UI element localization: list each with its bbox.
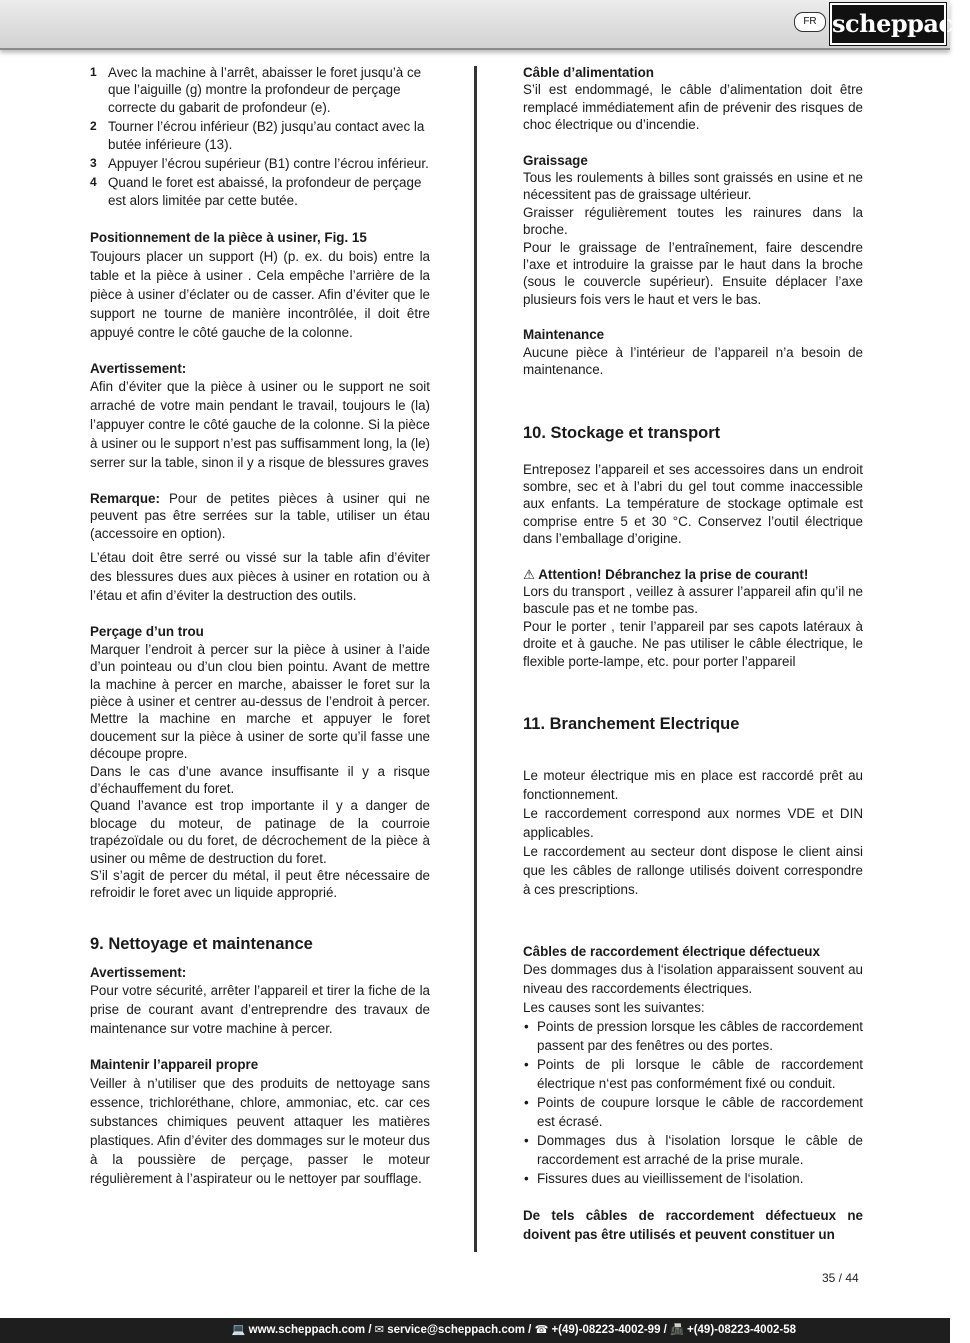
section-11-text-1: Le moteur électrique mis en place est raccordé prêt au fonctionnement. bbox=[523, 767, 863, 802]
section-10-text: Entreposez l’appareil et ses accessoires dans un endroit sombre, sec et à l’abri du gel tout comme inaccessible aux enfants. La température de stockage optimale est comprise entre 5 et 30 °C. Conservez l’outil électrique dans l’emballage d’origine. bbox=[523, 461, 863, 547]
attention-text-1: Lors du transport , veillez à assurer l’appareil afin qu’il ne bascule pas et ne tombe pas. bbox=[523, 583, 863, 617]
list-item bbox=[90, 174, 430, 209]
attention-heading: ⚠ Attention! Débranchez la prise de courant! bbox=[523, 566, 809, 582]
step-text: Quand le foret est abaissé, la profondeur de perçage est alors limitée par cette butée. bbox=[108, 175, 422, 208]
list-item bbox=[90, 118, 430, 153]
maintenance-text: Aucune pièce à l’intérieur de l’appareil n’a besoin de maintenance. bbox=[523, 344, 863, 378]
cleaning-text: Veiller à n’utiliser que des produits de nettoyage sans essence, trichloréthane, chlore, ammoniac, etc. car ces substances chimiques peuvent attaquer les matières plastiques. Afin d’éviter des dommages sur le moteur dus à la poussière de perçage, passer le moteur régulièrement à l’aspirateur ou le nettoyer par soufflage. bbox=[90, 1075, 430, 1186]
step-number: 1 bbox=[90, 65, 97, 79]
final-warning: De tels câbles de raccordement défectueux ne doivent pas être utilisés et peuvent constituer un bbox=[523, 1208, 863, 1243]
depth-steps-list bbox=[90, 64, 430, 209]
vise-text: L’étau doit être serré ou vissé sur la table afin d’éviter des blessures dues aux pièces à usiner en rotation ou à l’étau et afin d’éviter la destruction des outils. bbox=[90, 550, 430, 604]
step-text: Avec la machine à l’arrêt, abaisser le foret jusqu’à ce que l’aiguille (g) montre la profondeur de perçage correcte du gabarit de profondeur (e). bbox=[108, 65, 422, 115]
positioning-heading: Positionnement de la pièce à usiner, Fig. 15 bbox=[90, 230, 367, 246]
grease-heading: Graissage bbox=[523, 152, 588, 168]
phone-icon: ☎ bbox=[534, 1324, 549, 1336]
drilling-text-3: Quand l’avance est trop importante il y a danger de blocage du moteur, de patinage de la courroie trapézoïdale ou du foret, de décrochement de la pièce à usiner ou même de destruction du foret. bbox=[90, 798, 430, 866]
step-number: 3 bbox=[90, 156, 97, 171]
note-paragraph bbox=[90, 490, 430, 542]
list-item: • Dommages dus à l‘isolation lorsque le câble de raccordement est arraché de la prise murale. bbox=[523, 1131, 863, 1169]
list-item: • Points de coupure lorsque le câble de raccordement est écrasé. bbox=[523, 1093, 863, 1131]
footer-separator: / bbox=[524, 1324, 535, 1336]
list-item bbox=[90, 64, 430, 116]
drilling-text-1: Marquer l’endroit à percer sur la pièce à usiner à l’aide d’un pointeau ou d’un clou bien pointu. Avant de mettre la machine à percer en marche, abaisser le foret sur la pièce à usiner et centrer au-dessus de l’endroit à percer. Mettre la machine en marche et appuyer le foret doucement sur la pièce à usiner de sorte qu’il fasse une découpe propre. bbox=[90, 641, 430, 762]
email-link[interactable]: service@scheppach.com bbox=[387, 1324, 525, 1336]
website-link[interactable]: www.scheppach.com bbox=[248, 1324, 366, 1336]
section-11-text-2: Le raccordement correspond aux normes VDE et DIN applicables. bbox=[523, 805, 863, 840]
section-10-title: 10. Stockage et transport bbox=[523, 423, 721, 442]
language-badge: FR bbox=[794, 12, 826, 32]
maintenance-heading: Maintenance bbox=[523, 327, 605, 343]
attention-text-2: Pour le porter , tenir l’appareil par ses capots latéraux à droite et à gauche. Ne pas utiliser le câble électrique, le flexible porte-lampe, etc. pour porter l’appareil bbox=[523, 618, 863, 669]
grease-text-1: Tous les roulements à billes sont graissés en usine et ne nécessitent pas de graissage ultérieur. bbox=[523, 170, 863, 203]
step-number: 2 bbox=[90, 119, 97, 134]
page-header bbox=[0, 0, 970, 50]
page-footer bbox=[0, 1318, 950, 1343]
section-9-warning-heading: Avertissement: bbox=[90, 964, 187, 980]
cable-heading: Câble d’alimentation bbox=[523, 65, 654, 80]
left-column bbox=[90, 64, 430, 1188]
grease-text-3: Pour le graissage de l’entraînement, faire descendre l’axe et introduire la graisse par le haut dans la broche (sous le couvercle supérieur). Ensuite déplacer l’axe plusieurs fois vers le haut et vers le bas. bbox=[523, 239, 863, 307]
positioning-text: Toujours placer un support (H) (p. ex. du bois) entre la table et la pièce à usiner . Cela empêche l’arrière de la pièce à usiner d’éclater ou de casser. Afin d’éviter que le support ne tourne de manière incontrôlée, il doit être appuyé contre le côté gauche de la colonne. bbox=[90, 248, 430, 340]
causes-list bbox=[523, 1017, 863, 1188]
step-text: Tourner l’écrou inférieur (B2) jusqu’au contact avec la butée inférieure (13). bbox=[108, 119, 425, 152]
warning-text: Afin d’éviter que la pièce à usiner ou le support ne soit arraché de votre main pendant le travail, toujours le (la) l’appuyer contre le côté gauche de la colonne. Si la pièce à usiner ou le support n’est pas suffisamment long, la (le) serrer sur la table, sinon il y a risque de blessures graves bbox=[90, 379, 430, 471]
column-divider bbox=[474, 66, 477, 1252]
warning-heading: Avertissement: bbox=[90, 360, 187, 376]
list-item: • Points de pression lorsque les câbles de raccordement passent par des fenêtres ou des portes. bbox=[523, 1017, 863, 1055]
footer-separator: / bbox=[660, 1324, 671, 1336]
section-9-title: 9. Nettoyage et maintenance bbox=[90, 934, 313, 953]
drilling-heading: Perçage d’un trou bbox=[90, 624, 204, 640]
drilling-text-4: S’il s’agit de percer du métal, il peut être nécessaire de refroidir le foret avec un liquide approprié. bbox=[90, 867, 430, 901]
cable-text: S’il est endommagé, le câble d’alimentation doit être remplacé immédiatement afin de prévenir des risques de choc électrique ou d’incendie. bbox=[523, 82, 863, 133]
page-number: 35 / 44 bbox=[822, 1271, 859, 1285]
fax-number: +(49)-08223-4002-58 bbox=[686, 1324, 796, 1336]
step-text: Appuyer l’écrou supérieur (B1) contre l’écrou inférieur. bbox=[108, 156, 429, 172]
section-9-warning-text: Pour votre sécurité, arrêter l’appareil et tirer la fiche de la prise de courant avant d’entreprendre des travaux de maintenance sur votre machine à percer. bbox=[90, 983, 430, 1037]
list-item bbox=[90, 155, 430, 172]
grease-text-2: Graisser régulièrement toutes les rainures dans la broche. bbox=[523, 204, 863, 238]
phone-number: +(49)-08223-4002-99 bbox=[551, 1324, 661, 1336]
step-number: 4 bbox=[90, 175, 97, 190]
drilling-text-2: Dans le cas d’une avance insuffisante il y a risque d’échauffement du foret. bbox=[90, 763, 430, 796]
defective-cables-heading: Câbles de raccordement électrique défectueux bbox=[523, 943, 820, 959]
note-text: Pour de petites pièces à usiner qui ne peuvent pas être serrées sur la table, utiliser un étau (accessoire en option). bbox=[90, 491, 430, 541]
defective-cables-text-2: Les causes sont les suivantes: bbox=[523, 1000, 705, 1016]
fax-icon: 📠 bbox=[670, 1324, 684, 1336]
list-item: • Points de pli lorsque le câble de raccordement électrique n‘est pas conformément fixé ou conduit. bbox=[523, 1055, 863, 1093]
right-column bbox=[523, 64, 863, 1244]
mail-icon: ✉ bbox=[374, 1324, 384, 1336]
brand-logo: scheppach bbox=[830, 3, 946, 45]
computer-icon: 💻 bbox=[231, 1324, 246, 1336]
footer-separator: / bbox=[365, 1324, 375, 1336]
list-item: • Fissures dues au vieillissement de l‘isolation. bbox=[523, 1169, 863, 1188]
cleaning-heading: Maintenir l’appareil propre bbox=[90, 1057, 259, 1073]
section-11-text-3: Le raccordement au secteur dont dispose le client ainsi que les câbles de rallonge utilisés doivent correspondre à ces prescriptions. bbox=[523, 843, 863, 897]
note-label: Remarque: bbox=[90, 491, 160, 507]
section-11-title: 11. Branchement Electrique bbox=[523, 714, 740, 733]
defective-cables-text-1: Des dommages dus à l‘isolation apparaissent souvent au niveau des raccordements électriques. bbox=[523, 962, 863, 997]
